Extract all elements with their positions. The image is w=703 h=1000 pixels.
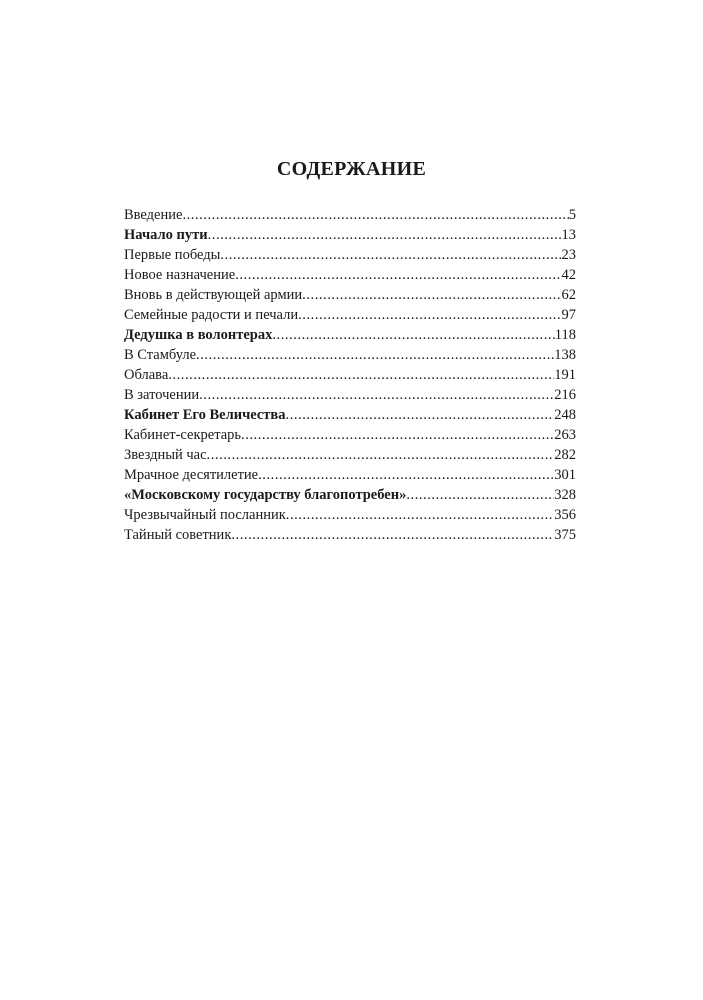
toc-entry — [124, 445, 576, 465]
dot-leader — [220, 245, 561, 265]
dot-leader — [207, 445, 555, 465]
toc-entry — [124, 325, 576, 345]
toc-entry-page: 42 — [561, 267, 576, 283]
toc-entry-label: «Московскому государству благопотребен» — [124, 487, 407, 503]
toc-entry — [124, 365, 576, 385]
toc-entry-label: Чрезвычайный посланник — [124, 507, 286, 523]
dot-leader — [208, 225, 562, 245]
dot-leader — [182, 205, 568, 225]
dot-leader — [241, 425, 554, 445]
dot-leader — [235, 265, 561, 285]
toc-entry-page: 248 — [554, 407, 576, 423]
toc-entry-label: Облава — [124, 367, 169, 383]
toc-entry — [124, 425, 576, 445]
toc-entry-page: 263 — [554, 427, 576, 443]
toc-entry-label: Кабинет Его Величества — [124, 407, 286, 423]
dot-leader — [298, 305, 561, 325]
toc-entry-label: Мрачное десятилетие — [124, 467, 259, 483]
toc-entry-page: 13 — [561, 227, 576, 243]
toc-entry-label: Начало пути — [124, 227, 208, 243]
toc-entry-label: В Стамбуле — [124, 347, 197, 363]
toc-entry — [124, 245, 576, 265]
toc-entry-label: Введение — [124, 207, 183, 223]
toc-entry — [124, 345, 576, 365]
toc-entry-page: 282 — [554, 447, 576, 463]
toc-entry-label: Кабинет-секретарь — [124, 427, 242, 443]
toc-entry-page: 118 — [554, 327, 576, 343]
dot-leader — [406, 485, 554, 505]
dot-leader — [286, 505, 554, 525]
toc-entry-page: 191 — [554, 367, 576, 383]
toc-entry — [124, 525, 576, 545]
toc-entry-label: В заточении — [124, 387, 200, 403]
dot-leader — [258, 465, 554, 485]
dot-leader — [196, 345, 554, 365]
dot-leader — [231, 525, 554, 545]
toc-entry — [124, 285, 576, 305]
toc-entry — [124, 205, 576, 225]
toc-entry-label: Дедушка в волонтерах — [124, 327, 273, 343]
toc-entry — [124, 465, 576, 485]
toc-entry-page: 62 — [561, 287, 576, 303]
dot-leader — [286, 405, 555, 425]
toc-entry-page: 138 — [554, 347, 576, 363]
toc-entry-label: Вновь в действующей армии — [124, 287, 303, 303]
toc-entry — [124, 405, 576, 425]
toc-entry-page: 5 — [568, 207, 576, 223]
dot-leader — [168, 365, 554, 385]
dot-leader — [272, 325, 554, 345]
toc-entry-label: Тайный советник — [124, 527, 232, 543]
toc-entry — [124, 505, 576, 525]
toc-entry-page: 216 — [554, 387, 576, 403]
toc-entry-page: 356 — [554, 507, 576, 523]
toc-entry-page: 301 — [554, 467, 576, 483]
toc-entry-page: 23 — [561, 247, 576, 263]
toc-entry — [124, 225, 576, 245]
toc-entry-label: Первые победы — [124, 247, 221, 263]
page-title: СОДЕРЖАНИЕ — [276, 158, 427, 180]
toc-entry-label: Семейные радости и печали — [124, 307, 299, 323]
toc-entry-page: 328 — [554, 487, 576, 503]
toc-entry-label: Новое назначение — [124, 267, 236, 283]
toc-entry — [124, 305, 576, 325]
toc-entry-label: Звездный час — [124, 447, 207, 463]
toc-entry-page: 97 — [561, 307, 576, 323]
dot-leader — [302, 285, 561, 305]
table-of-contents — [124, 205, 576, 545]
toc-entry — [124, 485, 576, 505]
toc-entry-page: 375 — [554, 527, 576, 543]
toc-entry — [124, 265, 576, 285]
dot-leader — [199, 385, 554, 405]
toc-entry — [124, 385, 576, 405]
